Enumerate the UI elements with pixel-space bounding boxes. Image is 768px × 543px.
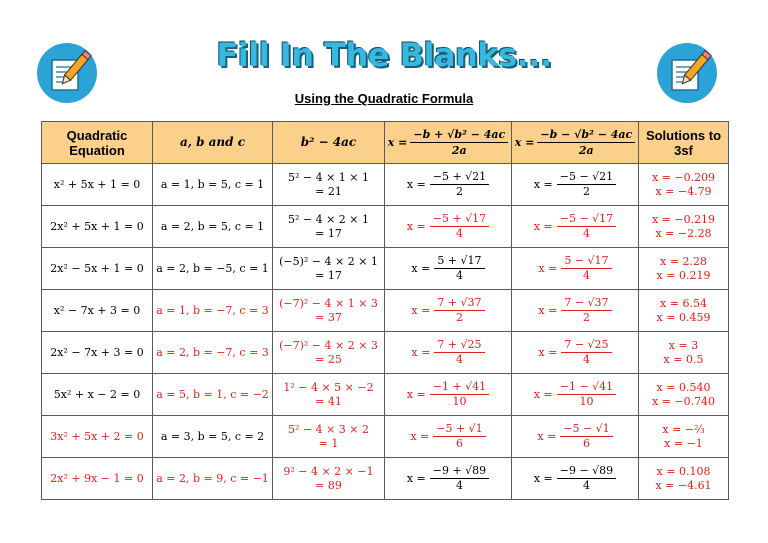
equation-cell: x² − 7x + 3 = 0 xyxy=(42,290,153,332)
solutions-cell: x = 0.108 x = −4.61 xyxy=(639,458,729,500)
table-row xyxy=(42,458,729,500)
table-row xyxy=(42,332,729,374)
table-row xyxy=(42,290,729,332)
table-row xyxy=(42,374,729,416)
plus-formula-cell: x = $\frac{7 + √25}{4}$ xyxy=(385,332,512,374)
table-row xyxy=(42,416,729,458)
equation-cell: 2x² + 5x + 1 = 0 xyxy=(42,206,153,248)
solutions-cell: x = −0.219 x = −2.28 xyxy=(639,206,729,248)
abc-cell: a = 1, b = 5, c = 1 xyxy=(153,164,273,206)
plus-formula-cell: x = $\frac{5 + √17}{4}$ xyxy=(385,248,512,290)
solutions-cell: x = −²⁄₃ x = −1 xyxy=(639,416,729,458)
plus-formula-cell: x = $\frac{7 + √37}{2}$ xyxy=(385,290,512,332)
abc-cell: a = 1, b = −7, c = 3 xyxy=(153,290,273,332)
discriminant-cell: 5² − 4 × 1 × 1 = 21 xyxy=(273,164,385,206)
minus-formula-cell: x = $\frac{-1 - √41}{10}$ xyxy=(512,374,639,416)
solutions-cell: x = 0.540 x = −0.740 xyxy=(639,374,729,416)
minus-formula-cell: x = $\frac{-5 - √21}{2}$ xyxy=(512,164,639,206)
header-equation: Quadratic Equation xyxy=(42,122,153,164)
plus-formula-cell: x = $\frac{-5 + √1}{6}$ xyxy=(385,416,512,458)
equation-cell: 2x² − 5x + 1 = 0 xyxy=(42,248,153,290)
header-discriminant: b² − 4ac xyxy=(273,122,385,164)
equation-cell: 5x² + x − 2 = 0 xyxy=(42,374,153,416)
abc-cell: a = 2, b = 5, c = 1 xyxy=(153,206,273,248)
quadratic-table xyxy=(41,121,729,500)
discriminant-cell: (−7)² − 4 × 1 × 3 = 37 xyxy=(273,290,385,332)
equation-cell: 3x² + 5x + 2 = 0 xyxy=(42,416,153,458)
abc-cell: a = 2, b = −5, c = 1 xyxy=(153,248,273,290)
solutions-cell: x = 2.28 x = 0.219 xyxy=(639,248,729,290)
solutions-cell: x = 6.54 x = 0.459 xyxy=(639,290,729,332)
equation-cell: x² + 5x + 1 = 0 xyxy=(42,164,153,206)
page-title: Fill In The Blanks... xyxy=(216,36,552,74)
header-abc: a, b and c xyxy=(153,122,273,164)
table-row xyxy=(42,164,729,206)
plus-formula-cell: x = $\frac{-5 + √21}{2}$ xyxy=(385,164,512,206)
abc-cell: a = 5, b = 1, c = −2 xyxy=(153,374,273,416)
discriminant-cell: 5² − 4 × 2 × 1 = 17 xyxy=(273,206,385,248)
table-row xyxy=(42,248,729,290)
discriminant-cell: 9² − 4 × 2 × −1 = 89 xyxy=(273,458,385,500)
plus-formula-cell: x = $\frac{-9 + √89}{4}$ xyxy=(385,458,512,500)
minus-formula-cell: x = $\frac{-5 - √1}{6}$ xyxy=(512,416,639,458)
minus-formula-cell: x = $\frac{-5 - √17}{4}$ xyxy=(512,206,639,248)
abc-cell: a = 3, b = 5, c = 2 xyxy=(153,416,273,458)
minus-formula-cell: x = $\frac{-9 - √89}{4}$ xyxy=(512,458,639,500)
plus-formula-cell: x = $\frac{-5 + √17}{4}$ xyxy=(385,206,512,248)
header-minus-formula: x = $\frac{\text{−b − √b² − 4ac}}{2a}$ xyxy=(512,122,639,164)
discriminant-cell: 5² − 4 × 3 × 2 = 1 xyxy=(273,416,385,458)
equation-cell: 2x² + 9x − 1 = 0 xyxy=(42,458,153,500)
minus-formula-cell: x = $\frac{5 - √17}{4}$ xyxy=(512,248,639,290)
solutions-cell: x = −0.209 x = −4.79 xyxy=(639,164,729,206)
discriminant-cell: (−7)² − 4 × 2 × 3 = 25 xyxy=(273,332,385,374)
discriminant-cell: (−5)² − 4 × 2 × 1 = 17 xyxy=(273,248,385,290)
abc-cell: a = 2, b = −7, c = 3 xyxy=(153,332,273,374)
discriminant-cell: 1² − 4 × 5 × −2 = 41 xyxy=(273,374,385,416)
solutions-cell: x = 3 x = 0.5 xyxy=(639,332,729,374)
header-plus-formula: x = $\frac{\text{−b + √b² − 4ac}}{2a}$ xyxy=(385,122,512,164)
abc-cell: a = 2, b = 9, c = −1 xyxy=(153,458,273,500)
minus-formula-cell: x = $\frac{7 - √37}{2}$ xyxy=(512,290,639,332)
equation-cell: 2x² − 7x + 3 = 0 xyxy=(42,332,153,374)
minus-formula-cell: x = $\frac{7 - √25}{4}$ xyxy=(512,332,639,374)
plus-formula-cell: x = $\frac{-1 + √41}{10}$ xyxy=(385,374,512,416)
page-subtitle: Using the Quadratic Formula xyxy=(294,91,474,106)
table-row xyxy=(42,206,729,248)
header-solutions: Solutions to 3sf xyxy=(639,122,729,164)
header-row xyxy=(42,122,729,164)
